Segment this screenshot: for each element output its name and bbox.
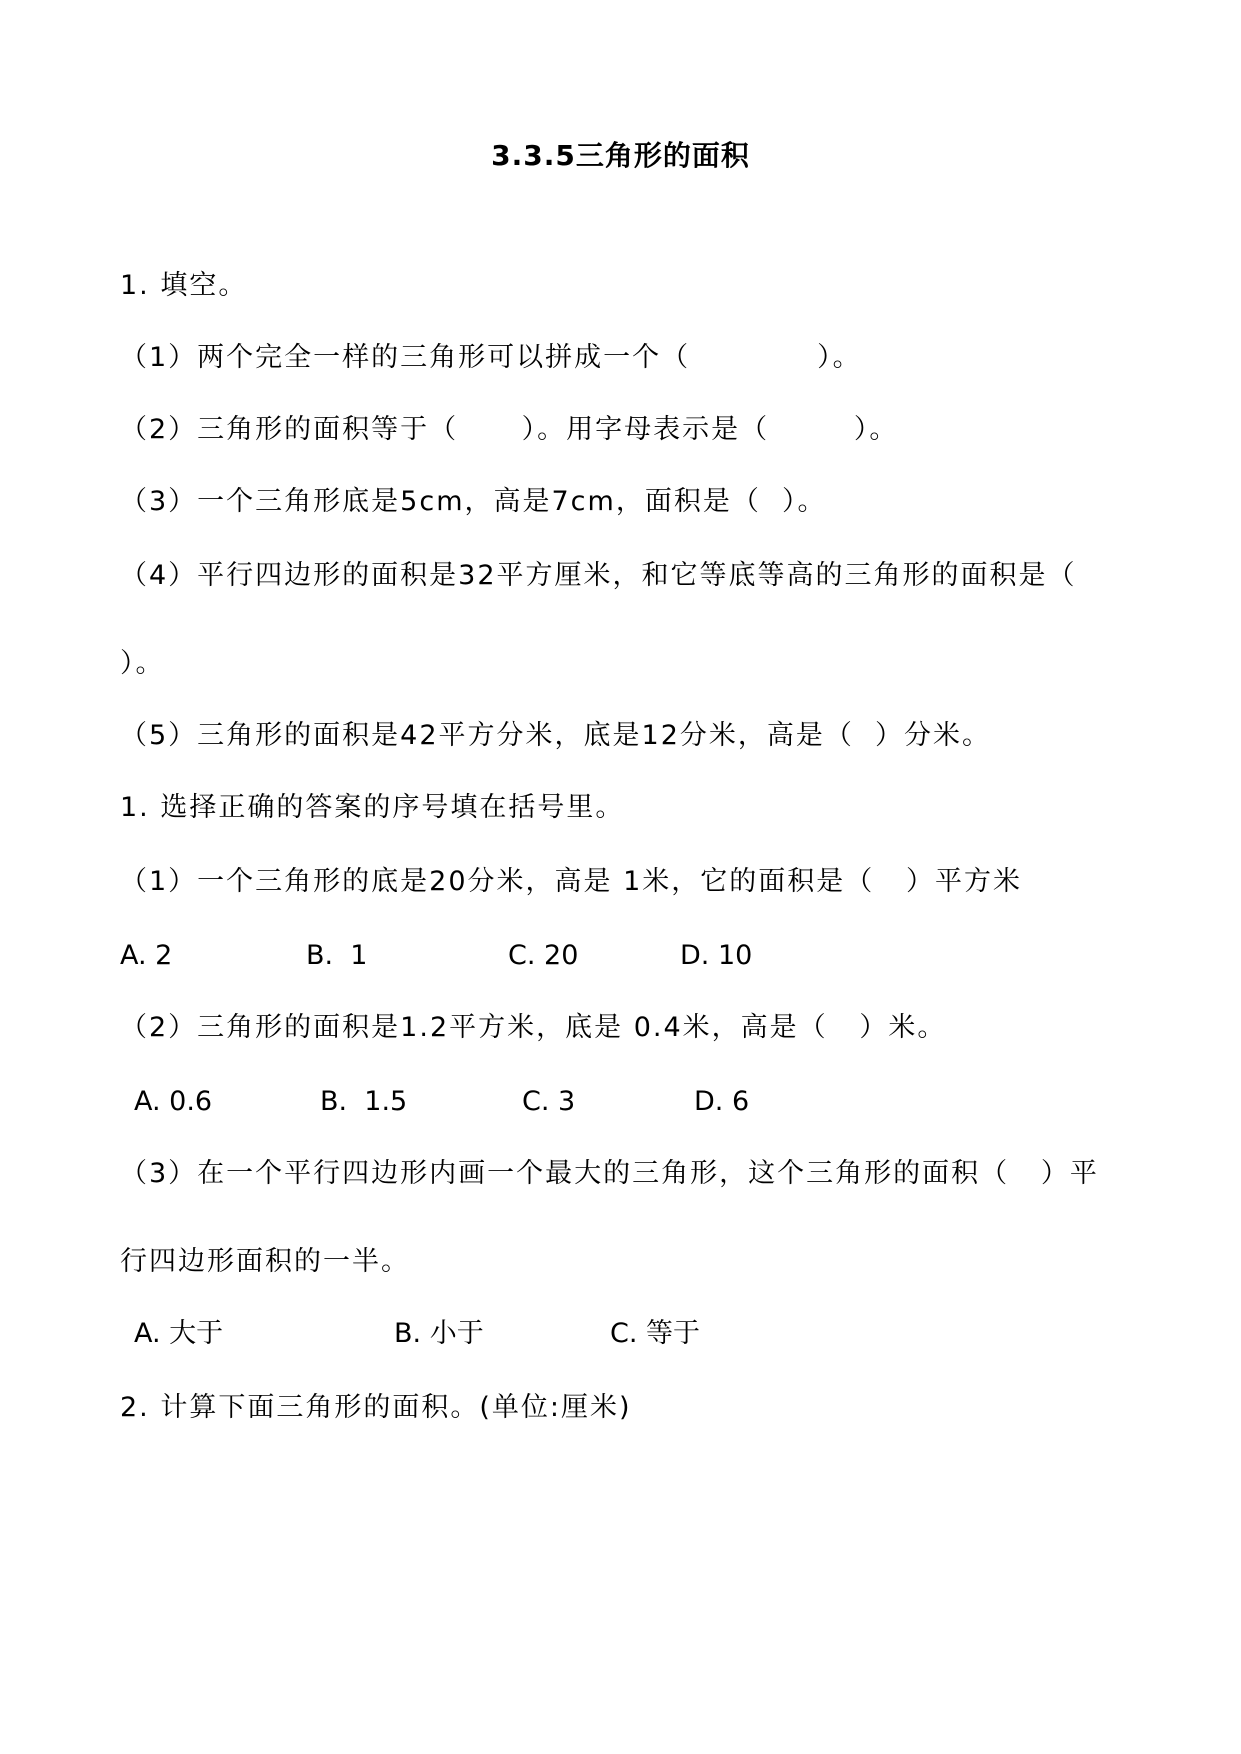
choice-question-3-continued: 行四边形面积的一半。: [120, 1246, 410, 1277]
fill-item-2: （2）三角形的面积等于（ ）。用字母表示是（ ）。: [120, 414, 899, 445]
option-a: A. 2: [120, 940, 173, 971]
option-b: B. 小于: [394, 1318, 484, 1349]
section-3-heading: 2. 计算下面三角形的面积。(单位:厘米): [120, 1392, 632, 1423]
option-a: A. 大于: [134, 1318, 224, 1349]
option-c: C. 20: [508, 940, 579, 971]
choice-question-2: （2）三角形的面积是1.2平方米，底是 0.4米，高是（ ）米。: [120, 1012, 947, 1043]
option-c: C. 等于: [610, 1318, 701, 1349]
choice-question-1: （1）一个三角形的底是20分米，高是 1米，它的面积是（ ）平方米: [120, 866, 1023, 897]
fill-item-3: （3）一个三角形底是5cm，高是7cm，面积是（ ）。: [120, 486, 827, 517]
fill-item-4: （4）平行四边形的面积是32平方厘米，和它等底等高的三角形的面积是（: [120, 560, 1077, 591]
section-2-heading: 1. 选择正确的答案的序号填在括号里。: [120, 792, 625, 823]
fill-item-4-continued: ）。: [120, 648, 165, 679]
option-b: B. 1.5: [320, 1086, 408, 1117]
page-title: 3.3.5三角形的面积: [491, 139, 750, 172]
option-c: C. 3: [522, 1086, 576, 1117]
option-d: D. 6: [694, 1086, 750, 1117]
option-b: B. 1: [306, 940, 368, 971]
fill-item-1: （1）两个完全一样的三角形可以拼成一个（ ）。: [120, 342, 862, 373]
option-d: D. 10: [680, 940, 753, 971]
option-a: A. 0.6: [134, 1086, 213, 1117]
fill-item-5: （5）三角形的面积是42平方分米，底是12分米，高是（ ）分米。: [120, 720, 992, 751]
section-1-heading: 1. 填空。: [120, 270, 248, 301]
choice-question-3: （3）在一个平行四边形内画一个最大的三角形，这个三角形的面积（ ）平: [120, 1158, 1099, 1189]
